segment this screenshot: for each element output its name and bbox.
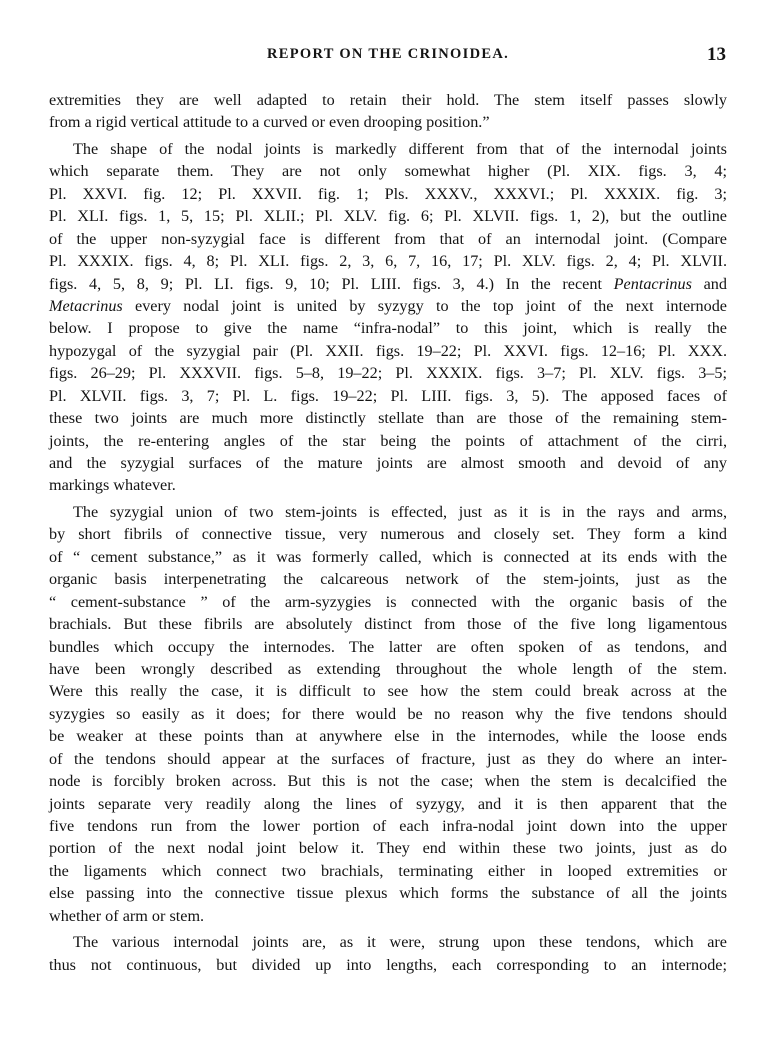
text-line: Pl. XLI. figs. 1, 5, 15; Pl. XLII.; Pl. XLV. fig. 6; Pl. XLVII. figs. 1, 2), but the outline xyxy=(49,207,727,226)
paragraph-p1 xyxy=(49,89,727,134)
text-line: whether of arm or stem. xyxy=(49,906,205,925)
text-line: the ligaments which connect two brachials, terminating either in looped extremities or xyxy=(49,861,727,880)
text-line: and the syzygial surfaces of the mature joints are almost smooth and devoid of any xyxy=(49,454,727,472)
text-line: figs. 4, 5, 8, 9; Pl. LI. figs. 9, 10; Pl. LIII. figs. 3, 4.) In the recent Pentacrinus and xyxy=(49,274,727,293)
text-line: bundles which occupy the internodes. The latter are often spoken of as tendons, and xyxy=(49,637,727,656)
text-line: organic basis interpenetrating the calcareous network of the stem-joints, just as the xyxy=(49,570,727,589)
text-line: hypozygal of the syzygial pair (Pl. XXII. figs. 19–22; Pl. XXVI. figs. 12–16; Pl. XXX. xyxy=(49,341,727,360)
page-number: 13 xyxy=(707,44,726,65)
text-line: syzygies so easily as it does; for there would be no reason why the five tendons should xyxy=(49,704,727,723)
text-line: which separate them. They are not only somewhat higher (Pl. XIX. figs. 3, 4; xyxy=(49,162,727,181)
text-line: joints, the re-entering angles of the star being the points of attachment of the cirri, xyxy=(49,431,727,450)
text-line: from a rigid vertical attitude to a curved or even drooping position.” xyxy=(49,113,490,132)
text-line: node is forcibly broken across. But this is not the case; when the stem is decalcified the xyxy=(49,772,727,791)
text-line: of the upper non-syzygial face is different from that of an internodal joint. (Compare xyxy=(49,229,727,248)
text-line: Pl. XXVI. fig. 12; Pl. XXVII. fig. 1; Pls. XXXV., XXXVI.; Pl. XXXIX. fig. 3; xyxy=(49,184,727,203)
text-line: five tendons run from the lower portion of each infra-nodal joint down into the upper xyxy=(49,817,727,835)
text-line: have been wrongly described as extending throughout the whole length of the stem. xyxy=(49,659,727,678)
text-line: Pl. XXXIX. figs. 4, 8; Pl. XLI. figs. 2, 3, 6, 7, 16, 17; Pl. XLV. figs. 2, 4; Pl. XLVII. xyxy=(49,252,727,271)
running-title: REPORT ON THE CRINOIDEA. xyxy=(266,46,510,62)
text-line: be weaker at these points than at anywhere else in the internodes, while the loose ends xyxy=(49,727,727,746)
paragraph-p4 xyxy=(49,931,727,976)
text-line: figs. 26–29; Pl. XXXVII. figs. 5–8, 19–22; Pl. XXXIX. figs. 3–7; Pl. XLV. figs. 3–5; xyxy=(49,364,727,383)
text-line: Pl. XLVII. figs. 3, 7; Pl. L. figs. 19–22; Pl. LIII. figs. 3, 5). The apposed faces of xyxy=(49,386,727,405)
text-line: portion of the next nodal joint below it. They end within these two joints, just as do xyxy=(49,839,727,858)
text-line: of the tendons should appear at the surfaces of fracture, just as they do where an inter- xyxy=(49,749,727,768)
text-line: by short fibrils of connective tissue, very numerous and closely set. They form a kind xyxy=(49,525,727,544)
text-line: else passing into the connective tissue plexus which forms the substance of all the joints xyxy=(49,884,727,903)
text-line: below. I propose to give the name “infra-nodal” to this joint, which is really the xyxy=(49,319,727,338)
body-text xyxy=(49,89,727,976)
text-line: The syzygial union of two stem-joints is effected, just as it is in the rays and arms, xyxy=(73,502,727,521)
genus-name: Pentacrinus xyxy=(613,274,692,293)
text-line: Were this really the case, it is difficult to see how the stem could break across at the xyxy=(49,682,727,701)
text-line: Metacrinus every nodal joint is united by syzygy to the top joint of the next internode xyxy=(49,296,727,315)
text-line: markings whatever. xyxy=(49,476,176,495)
text-line: The shape of the nodal joints is markedly different from that of the internodal joints xyxy=(73,139,727,158)
text-line: extremities they are well adapted to retain their hold. The stem itself passes slowly xyxy=(49,91,727,109)
text-line: of “ cement substance,” as it was formerly called, which is connected at its ends with the xyxy=(49,547,727,566)
text-line: thus not continuous, but divided up into lengths, each corresponding to an internode; xyxy=(49,955,727,974)
genus-name: Metacrinus xyxy=(49,296,123,315)
text-line: brachials. But these fibrils are absolutely distinct from those of the five long ligamentous xyxy=(49,615,727,634)
text-line: The various internodal joints are, as it were, strung upon these tendons, which are xyxy=(73,933,727,952)
paragraph-p2 xyxy=(49,138,727,497)
running-head xyxy=(0,44,776,72)
text-line: these two joints are much more distinctly stellate than are those of the remaining stem- xyxy=(49,409,727,428)
text-line: “ cement-substance ” of the arm-syzygies is connected with the organic basis of the xyxy=(49,592,727,611)
paragraph-p3 xyxy=(49,501,727,927)
text-line: joints separate very readily along the lines of syzygy, and it is then apparent that the xyxy=(49,794,727,813)
